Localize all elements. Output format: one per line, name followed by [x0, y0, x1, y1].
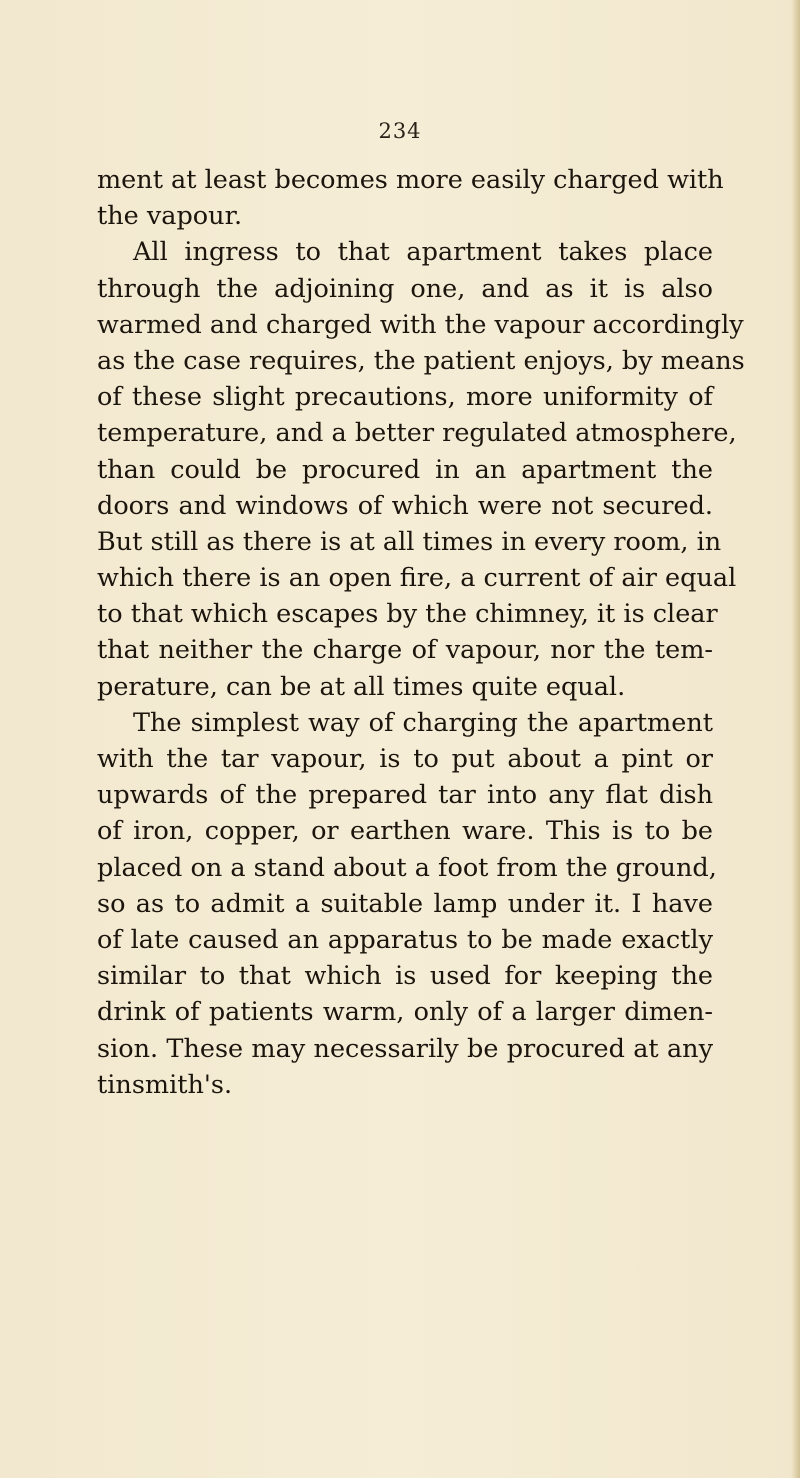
text-line: ment at least becomes more easily charged with	[97, 165, 724, 195]
text-line: temperature, and a better regulated atmosphere,	[97, 418, 737, 449]
body-text	[97, 162, 745, 1103]
text-line: warmed and charged with the vapour accordingly	[97, 309, 744, 340]
text-line: The simplest way of charging the apartment	[133, 707, 713, 738]
text-line: sion. These may necessarily be procured at any	[97, 1033, 713, 1064]
page-number: 234	[378, 119, 422, 143]
page-edge-shadow	[791, 0, 800, 1478]
text-line: than could be procured in an apartment the	[97, 454, 713, 485]
text-line: of these slight precautions, more uniformity of	[97, 382, 713, 413]
text-line: drink of patients warm, only of a larger dimen-	[97, 997, 713, 1028]
text-line: with the tar vapour, is to put about a pint or	[97, 744, 713, 774]
text-line: the vapour.	[97, 201, 243, 232]
text-line: through the adjoining one, and as it is also	[97, 273, 713, 304]
text-line: so as to admit a suitable lamp under it. I have	[97, 888, 713, 919]
text-line: of late caused an apparatus to be made exactly	[97, 924, 713, 955]
text-line: placed on a stand about a foot from the ground,	[97, 852, 717, 883]
text-line: of iron, copper, or earthen ware. This is to be	[97, 816, 713, 847]
text-line: perature, can be at all times quite equal.	[97, 671, 626, 702]
text-line: upwards of the prepared tar into any flat dish	[97, 780, 713, 811]
text-line: similar to that which is used for keeping the	[97, 961, 713, 992]
text-line: tinsmith's.	[97, 1069, 233, 1100]
text-line: as the case requires, the patient enjoys, by means	[97, 345, 745, 376]
text-line: that neither the charge of vapour, nor the tem-	[97, 635, 713, 666]
text-line: All ingress to that apartment takes place	[133, 237, 713, 268]
text-line: to that which escapes by the chimney, it is clear	[97, 599, 718, 630]
text-line: which there is an open fire, a current of air equal	[97, 563, 737, 594]
text-line: doors and windows of which were not secured.	[97, 490, 713, 521]
text-line: But still as there is at all times in every room, in	[97, 526, 722, 557]
